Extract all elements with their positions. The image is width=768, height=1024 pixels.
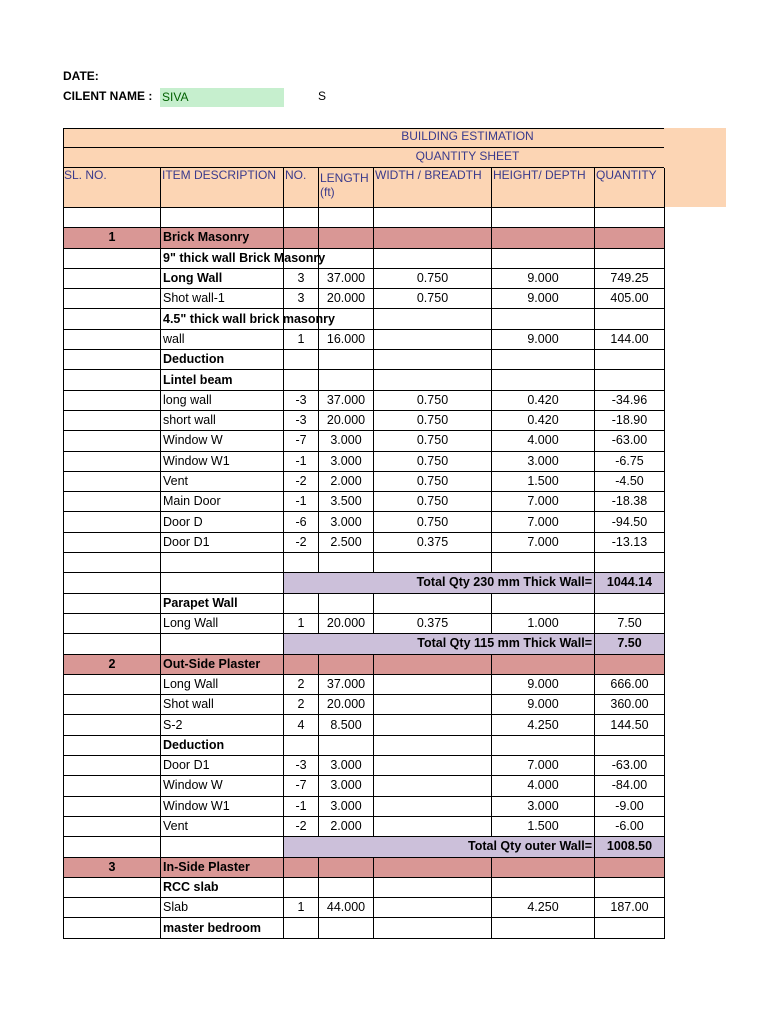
cell-quantity[interactable]: 360.00 <box>595 695 665 715</box>
col-header-item[interactable]: ITEM DESCRIPTION <box>162 168 277 182</box>
cell-length[interactable]: 44.000 <box>319 898 374 918</box>
cell-quantity[interactable]: -63.00 <box>595 431 665 451</box>
table-row <box>64 431 665 451</box>
cell-length[interactable] <box>319 370 374 390</box>
cell-item[interactable]: Main Door <box>161 492 284 512</box>
cell-item[interactable]: Door D1 <box>161 532 284 552</box>
cell-height[interactable] <box>492 309 595 329</box>
section-row <box>64 654 665 674</box>
cell-item[interactable]: 4.5" thick wall brick masonry <box>161 309 284 329</box>
cell-length[interactable]: 3.000 <box>319 776 374 796</box>
cell-quantity[interactable]: -4.50 <box>595 471 665 491</box>
cell-sl[interactable] <box>64 268 161 288</box>
cell-no[interactable]: -2 <box>284 471 319 491</box>
cell-length[interactable]: 3.000 <box>319 451 374 471</box>
cell-quantity[interactable] <box>595 350 665 370</box>
cell-item[interactable]: In-Side Plaster <box>161 857 284 877</box>
table-row <box>64 208 665 228</box>
cell-sl[interactable] <box>64 837 161 857</box>
cell-sl[interactable] <box>64 593 161 613</box>
cell-height[interactable]: 1.500 <box>492 471 595 491</box>
cell-sl[interactable] <box>64 695 161 715</box>
banner-title-2: QUANTITY SHEET <box>415 149 520 163</box>
cell-sl[interactable] <box>64 289 161 309</box>
table-row <box>64 410 665 430</box>
cell-sl[interactable] <box>64 573 161 593</box>
col-header-height[interactable]: HEIGHT/ DEPTH <box>493 168 586 182</box>
cell-sl[interactable]: 3 <box>64 857 161 877</box>
table-row <box>64 695 665 715</box>
cell-item[interactable]: Brick Masonry <box>161 228 284 248</box>
cell-item[interactable]: master bedroom <box>161 918 284 938</box>
cell-quantity[interactable]: -6.75 <box>595 451 665 471</box>
cell-item[interactable]: S-2 <box>161 715 284 735</box>
cell-length[interactable]: 37.000 <box>319 268 374 288</box>
table-row <box>64 268 665 288</box>
cell-length[interactable] <box>319 735 374 755</box>
cell-no[interactable]: 4 <box>284 715 319 735</box>
cell-sl[interactable] <box>64 756 161 776</box>
client-name-label: CILENT NAME : <box>63 89 153 103</box>
cell-sl[interactable] <box>64 370 161 390</box>
cell-quantity[interactable]: -34.96 <box>595 390 665 410</box>
cell-width[interactable] <box>374 350 492 370</box>
cell-no[interactable] <box>284 553 319 573</box>
cell-quantity[interactable] <box>595 877 665 897</box>
cell-height[interactable]: 9.000 <box>492 695 595 715</box>
cell-sl[interactable] <box>64 877 161 897</box>
cell-item[interactable]: Window W1 <box>161 796 284 816</box>
cell-width[interactable]: 0.375 <box>374 613 492 633</box>
cell-sl[interactable] <box>64 492 161 512</box>
col-header-no[interactable]: NO. <box>285 168 307 182</box>
table-row <box>64 329 665 349</box>
cell-quantity[interactable] <box>595 735 665 755</box>
cell-item[interactable]: short wall <box>161 410 284 430</box>
cell-no[interactable]: -2 <box>284 816 319 836</box>
client-name-cell[interactable]: SIVA <box>160 88 284 107</box>
cell-item[interactable]: Window W <box>161 431 284 451</box>
cell-no[interactable]: 1 <box>284 898 319 918</box>
cell-no[interactable] <box>284 654 319 674</box>
cell-length[interactable]: 8.500 <box>319 715 374 735</box>
table-row <box>64 512 665 532</box>
cell-no[interactable]: 1 <box>284 329 319 349</box>
table-row <box>64 390 665 410</box>
date-label: DATE: <box>63 69 99 83</box>
cell-length[interactable]: 16.000 <box>319 329 374 349</box>
table-row <box>64 248 665 268</box>
cell-width[interactable]: 0.750 <box>374 289 492 309</box>
cell-no[interactable]: -1 <box>284 796 319 816</box>
table-row <box>64 715 665 735</box>
cell-width[interactable]: 0.750 <box>374 492 492 512</box>
cell-width[interactable]: 0.750 <box>374 410 492 430</box>
cell-no[interactable] <box>284 208 319 228</box>
col-header-quantity[interactable]: QUANTITY <box>596 168 657 182</box>
cell-height[interactable] <box>492 857 595 877</box>
cell-height[interactable]: 1.000 <box>492 613 595 633</box>
cell-width[interactable] <box>374 877 492 897</box>
col-divider <box>318 168 319 207</box>
cell-width[interactable] <box>374 228 492 248</box>
total-label-cell[interactable]: Total Qty 115 mm Thick Wall= <box>284 634 595 654</box>
cell-width[interactable]: 0.750 <box>374 431 492 451</box>
cell-item[interactable]: long wall <box>161 390 284 410</box>
cell-width[interactable] <box>374 695 492 715</box>
cell-sl[interactable] <box>64 532 161 552</box>
table-row <box>64 350 665 370</box>
cell-height[interactable]: 7.000 <box>492 756 595 776</box>
cell-length[interactable] <box>319 654 374 674</box>
cell-length[interactable] <box>319 857 374 877</box>
cell-quantity[interactable] <box>595 248 665 268</box>
cell-length[interactable]: 37.000 <box>319 674 374 694</box>
cell-width[interactable] <box>374 918 492 938</box>
cell-quantity[interactable]: -94.50 <box>595 512 665 532</box>
cell-height[interactable] <box>492 877 595 897</box>
cell-sl[interactable] <box>64 208 161 228</box>
cell-length[interactable]: 20.000 <box>319 613 374 633</box>
cell-length[interactable]: 3.000 <box>319 756 374 776</box>
col-divider <box>594 168 595 207</box>
cell-width[interactable]: 0.750 <box>374 512 492 532</box>
cell-length[interactable]: 3.000 <box>319 431 374 451</box>
cell-quantity[interactable] <box>595 208 665 228</box>
cell-no[interactable]: 1 <box>284 613 319 633</box>
cell-length[interactable] <box>319 248 374 268</box>
cell-width[interactable] <box>374 715 492 735</box>
cell-no[interactable]: 3 <box>284 289 319 309</box>
cell-no[interactable] <box>284 350 319 370</box>
cell-quantity[interactable] <box>595 857 665 877</box>
cell-width[interactable]: 0.750 <box>374 390 492 410</box>
cell-item[interactable]: Window W <box>161 776 284 796</box>
cell-quantity[interactable]: -18.90 <box>595 410 665 430</box>
cell-item[interactable]: Out-Side Plaster <box>161 654 284 674</box>
cell-no[interactable]: -6 <box>284 512 319 532</box>
cell-no[interactable] <box>284 877 319 897</box>
cell-height[interactable]: 9.000 <box>492 674 595 694</box>
cell-height[interactable] <box>492 208 595 228</box>
cell-length[interactable]: 3.000 <box>319 796 374 816</box>
cell-height[interactable] <box>492 735 595 755</box>
cell-no[interactable]: -2 <box>284 532 319 552</box>
cell-sl[interactable] <box>64 329 161 349</box>
table-row <box>64 492 665 512</box>
total-label-cell[interactable]: Total Qty 230 mm Thick Wall= <box>284 573 595 593</box>
cell-item[interactable]: Parapet Wall <box>161 593 284 613</box>
cell-quantity[interactable]: 666.00 <box>595 674 665 694</box>
cell-sl[interactable]: 2 <box>64 654 161 674</box>
table-row <box>64 593 665 613</box>
cell-sl[interactable] <box>64 634 161 654</box>
cell-item[interactable]: Vent <box>161 471 284 491</box>
cell-height[interactable]: 0.420 <box>492 410 595 430</box>
cell-height[interactable] <box>492 593 595 613</box>
cell-height[interactable] <box>492 918 595 938</box>
cell-height[interactable] <box>492 350 595 370</box>
table-row <box>64 309 665 329</box>
cell-height[interactable]: 7.000 <box>492 532 595 552</box>
client-extra-cell[interactable]: S <box>318 89 327 103</box>
cell-no[interactable]: -3 <box>284 756 319 776</box>
cell-no[interactable] <box>284 735 319 755</box>
cell-item[interactable]: Long Wall <box>161 613 284 633</box>
cell-item[interactable]: Slab <box>161 898 284 918</box>
cell-sl[interactable] <box>64 918 161 938</box>
cell-quantity[interactable]: 749.25 <box>595 268 665 288</box>
col-header-length[interactable]: LENGTH (ft) <box>320 171 369 199</box>
total-row <box>64 573 665 593</box>
cell-quantity[interactable]: -63.00 <box>595 756 665 776</box>
cell-quantity[interactable]: 144.00 <box>595 329 665 349</box>
cell-no[interactable] <box>284 228 319 248</box>
cell-width[interactable] <box>374 776 492 796</box>
cell-item[interactable]: Shot wall-1 <box>161 289 284 309</box>
banner-left-border <box>63 128 64 168</box>
cell-length[interactable]: 3.500 <box>319 492 374 512</box>
cell-no[interactable]: 2 <box>284 695 319 715</box>
cell-item[interactable]: 9" thick wall Brick Masonry <box>161 248 284 268</box>
cell-width[interactable] <box>374 816 492 836</box>
col-header-width[interactable]: WIDTH / BREADTH <box>375 168 482 182</box>
cell-item[interactable]: Deduction <box>161 350 284 370</box>
cell-height[interactable] <box>492 553 595 573</box>
cell-no[interactable]: 3 <box>284 268 319 288</box>
col-divider <box>491 168 492 207</box>
cell-length[interactable]: 2.000 <box>319 816 374 836</box>
cell-length[interactable] <box>319 553 374 573</box>
cell-width[interactable] <box>374 329 492 349</box>
cell-sl[interactable] <box>64 613 161 633</box>
cell-quantity[interactable] <box>595 654 665 674</box>
cell-width[interactable]: 0.750 <box>374 471 492 491</box>
cell-no[interactable]: -1 <box>284 492 319 512</box>
cell-height[interactable]: 4.250 <box>492 715 595 735</box>
cell-quantity[interactable] <box>595 370 665 390</box>
cell-sl[interactable] <box>64 390 161 410</box>
cell-no[interactable]: -3 <box>284 410 319 430</box>
section-row <box>64 857 665 877</box>
cell-sl[interactable] <box>64 451 161 471</box>
cell-width[interactable] <box>374 857 492 877</box>
cell-width[interactable] <box>374 208 492 228</box>
cell-sl[interactable] <box>64 898 161 918</box>
cell-sl[interactable]: 1 <box>64 228 161 248</box>
cell-quantity[interactable]: -18.38 <box>595 492 665 512</box>
cell-quantity[interactable]: 187.00 <box>595 898 665 918</box>
cell-height[interactable]: 4.000 <box>492 431 595 451</box>
total-row <box>64 634 665 654</box>
cell-item[interactable] <box>161 634 284 654</box>
cell-item[interactable]: Door D <box>161 512 284 532</box>
cell-item[interactable]: Window W1 <box>161 451 284 471</box>
cell-width[interactable]: 0.750 <box>374 451 492 471</box>
quantity-table <box>63 207 665 939</box>
cell-height[interactable] <box>492 370 595 390</box>
cell-width[interactable] <box>374 735 492 755</box>
table-row <box>64 776 665 796</box>
table-row <box>64 553 665 573</box>
cell-height[interactable]: 7.000 <box>492 512 595 532</box>
col-divider <box>373 168 374 207</box>
cell-quantity[interactable] <box>595 309 665 329</box>
cell-width[interactable] <box>374 796 492 816</box>
table-row <box>64 471 665 491</box>
cell-sl[interactable] <box>64 471 161 491</box>
cell-length[interactable]: 2.500 <box>319 532 374 552</box>
cell-sl[interactable] <box>64 431 161 451</box>
table-row <box>64 877 665 897</box>
table-row <box>64 735 665 755</box>
col-header-sl[interactable]: SL. NO. <box>64 168 107 182</box>
cell-quantity[interactable] <box>595 593 665 613</box>
cell-quantity[interactable]: 7.50 <box>595 613 665 633</box>
cell-quantity[interactable]: -13.13 <box>595 532 665 552</box>
cell-height[interactable]: 4.250 <box>492 898 595 918</box>
cell-length[interactable]: 3.000 <box>319 512 374 532</box>
cell-no[interactable]: -7 <box>284 776 319 796</box>
table-row <box>64 532 665 552</box>
cell-item[interactable] <box>161 573 284 593</box>
cell-item[interactable] <box>161 208 284 228</box>
cell-height[interactable]: 9.000 <box>492 268 595 288</box>
banner-title-1: BUILDING ESTIMATION <box>401 129 534 143</box>
col-divider <box>664 168 665 207</box>
total-value-cell[interactable]: 7.50 <box>595 634 665 654</box>
cell-item[interactable] <box>161 553 284 573</box>
table-row <box>64 289 665 309</box>
cell-item[interactable]: Long Wall <box>161 674 284 694</box>
cell-width[interactable] <box>374 654 492 674</box>
cell-width[interactable]: 0.750 <box>374 268 492 288</box>
cell-item[interactable]: Lintel beam <box>161 370 284 390</box>
total-label-cell[interactable]: Total Qty outer Wall= <box>284 837 595 857</box>
cell-width[interactable] <box>374 756 492 776</box>
cell-length[interactable]: 20.000 <box>319 289 374 309</box>
cell-width[interactable] <box>374 248 492 268</box>
table-row <box>64 898 665 918</box>
cell-length[interactable] <box>319 208 374 228</box>
cell-no[interactable]: -7 <box>284 431 319 451</box>
cell-width[interactable] <box>374 898 492 918</box>
section-row <box>64 228 665 248</box>
cell-quantity[interactable]: -9.00 <box>595 796 665 816</box>
cell-height[interactable]: 9.000 <box>492 289 595 309</box>
cell-item[interactable]: Long Wall <box>161 268 284 288</box>
cell-sl[interactable] <box>64 715 161 735</box>
cell-quantity[interactable]: 144.50 <box>595 715 665 735</box>
cell-height[interactable] <box>492 248 595 268</box>
total-row <box>64 837 665 857</box>
cell-length[interactable]: 20.000 <box>319 695 374 715</box>
cell-quantity[interactable] <box>595 553 665 573</box>
cell-length[interactable] <box>319 593 374 613</box>
cell-sl[interactable] <box>64 816 161 836</box>
cell-quantity[interactable] <box>595 918 665 938</box>
cell-no[interactable] <box>284 857 319 877</box>
cell-no[interactable]: 2 <box>284 674 319 694</box>
table-row <box>64 796 665 816</box>
total-value-cell[interactable]: 1008.50 <box>595 837 665 857</box>
banner-mid-border <box>63 147 664 148</box>
cell-quantity[interactable]: -6.00 <box>595 816 665 836</box>
cell-width[interactable] <box>374 593 492 613</box>
cell-height[interactable]: 0.420 <box>492 390 595 410</box>
cell-length[interactable]: 2.000 <box>319 471 374 491</box>
cell-no[interactable] <box>284 593 319 613</box>
cell-sl[interactable] <box>64 512 161 532</box>
cell-length[interactable] <box>319 877 374 897</box>
cell-height[interactable]: 3.000 <box>492 796 595 816</box>
cell-sl[interactable] <box>64 776 161 796</box>
cell-height[interactable] <box>492 654 595 674</box>
cell-item[interactable]: wall <box>161 329 284 349</box>
cell-length[interactable] <box>319 350 374 370</box>
cell-length[interactable]: 37.000 <box>319 390 374 410</box>
cell-width[interactable] <box>374 370 492 390</box>
cell-sl[interactable] <box>64 350 161 370</box>
col-divider <box>160 168 161 207</box>
cell-height[interactable]: 3.000 <box>492 451 595 471</box>
cell-quantity[interactable]: -84.00 <box>595 776 665 796</box>
cell-item[interactable]: RCC slab <box>161 877 284 897</box>
cell-height[interactable]: 7.000 <box>492 492 595 512</box>
table-row <box>64 816 665 836</box>
table-row <box>64 918 665 938</box>
cell-item[interactable] <box>161 837 284 857</box>
cell-item[interactable]: Door D1 <box>161 756 284 776</box>
cell-item[interactable]: Shot wall <box>161 695 284 715</box>
cell-sl[interactable] <box>64 796 161 816</box>
cell-no[interactable] <box>284 918 319 938</box>
cell-height[interactable]: 9.000 <box>492 329 595 349</box>
cell-sl[interactable] <box>64 735 161 755</box>
cell-item[interactable]: Deduction <box>161 735 284 755</box>
cell-length[interactable] <box>319 918 374 938</box>
table-row <box>64 451 665 471</box>
cell-no[interactable]: -1 <box>284 451 319 471</box>
cell-sl[interactable] <box>64 410 161 430</box>
table-row <box>64 613 665 633</box>
cell-sl[interactable] <box>64 674 161 694</box>
cell-width[interactable] <box>374 674 492 694</box>
col-divider <box>283 168 284 207</box>
cell-width[interactable] <box>374 309 492 329</box>
cell-width[interactable]: 0.375 <box>374 532 492 552</box>
cell-item[interactable]: Vent <box>161 816 284 836</box>
cell-quantity[interactable]: 405.00 <box>595 289 665 309</box>
cell-height[interactable]: 4.000 <box>492 776 595 796</box>
total-value-cell[interactable]: 1044.14 <box>595 573 665 593</box>
table-row <box>64 370 665 390</box>
table-row <box>64 674 665 694</box>
cell-height[interactable]: 1.500 <box>492 816 595 836</box>
cell-length[interactable]: 20.000 <box>319 410 374 430</box>
cell-sl[interactable] <box>64 309 161 329</box>
cell-no[interactable]: -3 <box>284 390 319 410</box>
cell-sl[interactable] <box>64 248 161 268</box>
cell-no[interactable] <box>284 370 319 390</box>
cell-width[interactable] <box>374 553 492 573</box>
cell-quantity[interactable] <box>595 228 665 248</box>
cell-height[interactable] <box>492 228 595 248</box>
table-row <box>64 756 665 776</box>
cell-length[interactable] <box>319 228 374 248</box>
cell-sl[interactable] <box>64 553 161 573</box>
